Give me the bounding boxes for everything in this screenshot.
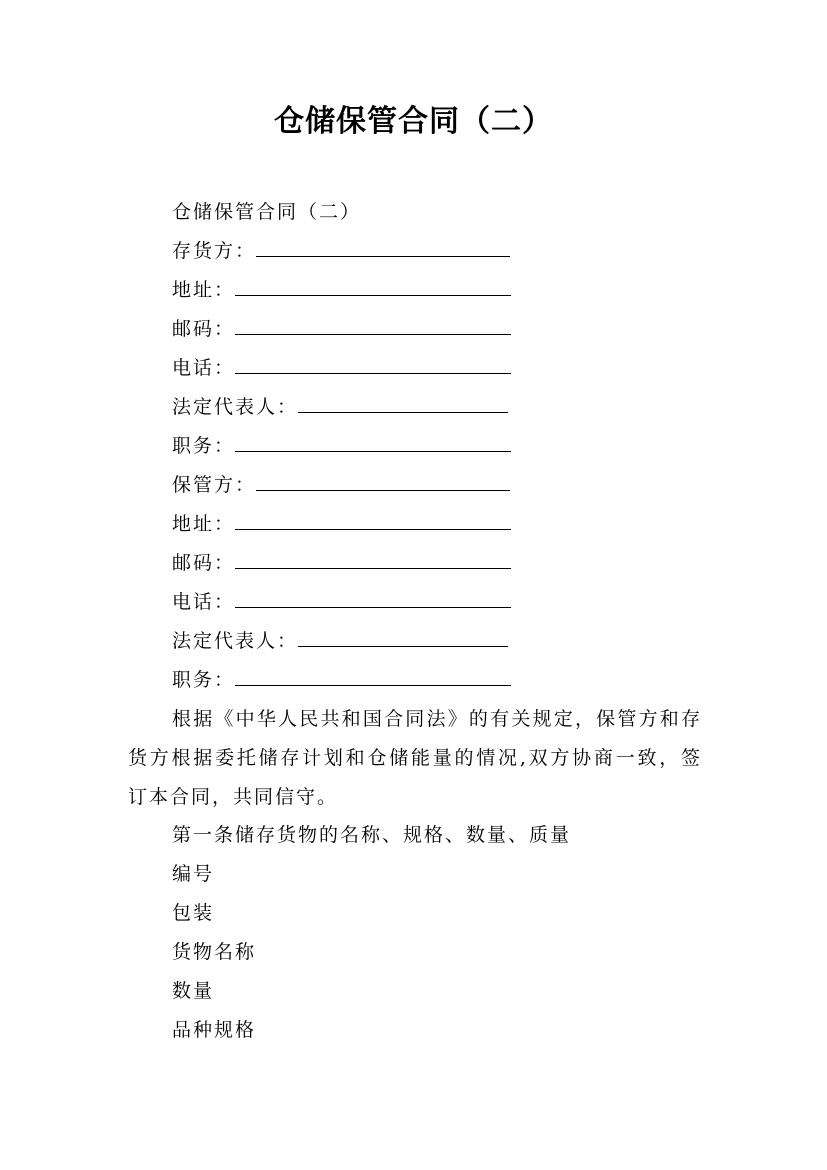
- subtitle: [172, 199, 361, 225]
- depositor-label: 存货方：: [172, 240, 257, 262]
- subtitle-text: 仓储保管合同（二）: [172, 201, 362, 223]
- custodian-postcode-label: 邮码：: [172, 552, 236, 574]
- depositor-position-line: [172, 433, 511, 459]
- custodian-line: [172, 472, 510, 498]
- custodian-position-label: 职务：: [172, 669, 236, 691]
- depositor-position-blank[interactable]: [235, 433, 511, 452]
- depositor-phone-label: 电话：: [172, 357, 236, 379]
- article1-item: 包装: [172, 902, 215, 924]
- custodian-legal-rep-blank[interactable]: [298, 628, 508, 647]
- depositor-address-blank[interactable]: [235, 277, 511, 296]
- depositor-address-line: [172, 277, 511, 303]
- custodian-postcode-blank[interactable]: [235, 550, 511, 569]
- depositor-blank[interactable]: [256, 238, 510, 257]
- custodian-blank[interactable]: [256, 472, 510, 491]
- article1-heading: 第一条储存货物的名称、规格、数量、质量: [172, 824, 572, 846]
- depositor-line: [172, 238, 510, 264]
- article1-item: 货物名称: [172, 941, 257, 963]
- article1-item: 数量: [172, 980, 215, 1002]
- custodian-phone-blank[interactable]: [235, 589, 511, 608]
- custodian-legal-rep-line: [172, 628, 508, 654]
- depositor-postcode-blank[interactable]: [235, 316, 511, 335]
- article1-item: 品种规格: [172, 1019, 257, 1041]
- depositor-legal-rep-label: 法定代表人：: [172, 396, 299, 418]
- depositor-position-label: 职务：: [172, 435, 236, 457]
- custodian-position-blank[interactable]: [235, 667, 511, 686]
- custodian-position-line: [172, 667, 511, 693]
- preamble-paragraph: 根据《中华人民共和国合同法》的有关规定，保管方和存货方根据委托储存计划和仓储能量的情况,双方协商一致，签订本合同，共同信守。: [128, 708, 702, 808]
- custodian-legal-rep-label: 法定代表人：: [172, 630, 299, 652]
- custodian-address-line: [172, 511, 511, 537]
- custodian-address-blank[interactable]: [235, 511, 511, 530]
- custodian-label: 保管方：: [172, 474, 257, 496]
- depositor-phone-line: [172, 355, 511, 381]
- custodian-phone-label: 电话：: [172, 591, 236, 613]
- depositor-legal-rep-line: [172, 394, 508, 420]
- custodian-address-label: 地址：: [172, 513, 236, 535]
- depositor-postcode-line: [172, 316, 511, 342]
- custodian-phone-line: [172, 589, 511, 615]
- article1-item: 编号: [172, 863, 215, 885]
- depositor-postcode-label: 邮码：: [172, 318, 236, 340]
- document-title: 仓储保管合同（二）: [274, 104, 553, 139]
- depositor-legal-rep-blank[interactable]: [298, 394, 508, 413]
- depositor-address-label: 地址：: [172, 279, 236, 301]
- custodian-postcode-line: [172, 550, 511, 576]
- depositor-phone-blank[interactable]: [235, 355, 511, 374]
